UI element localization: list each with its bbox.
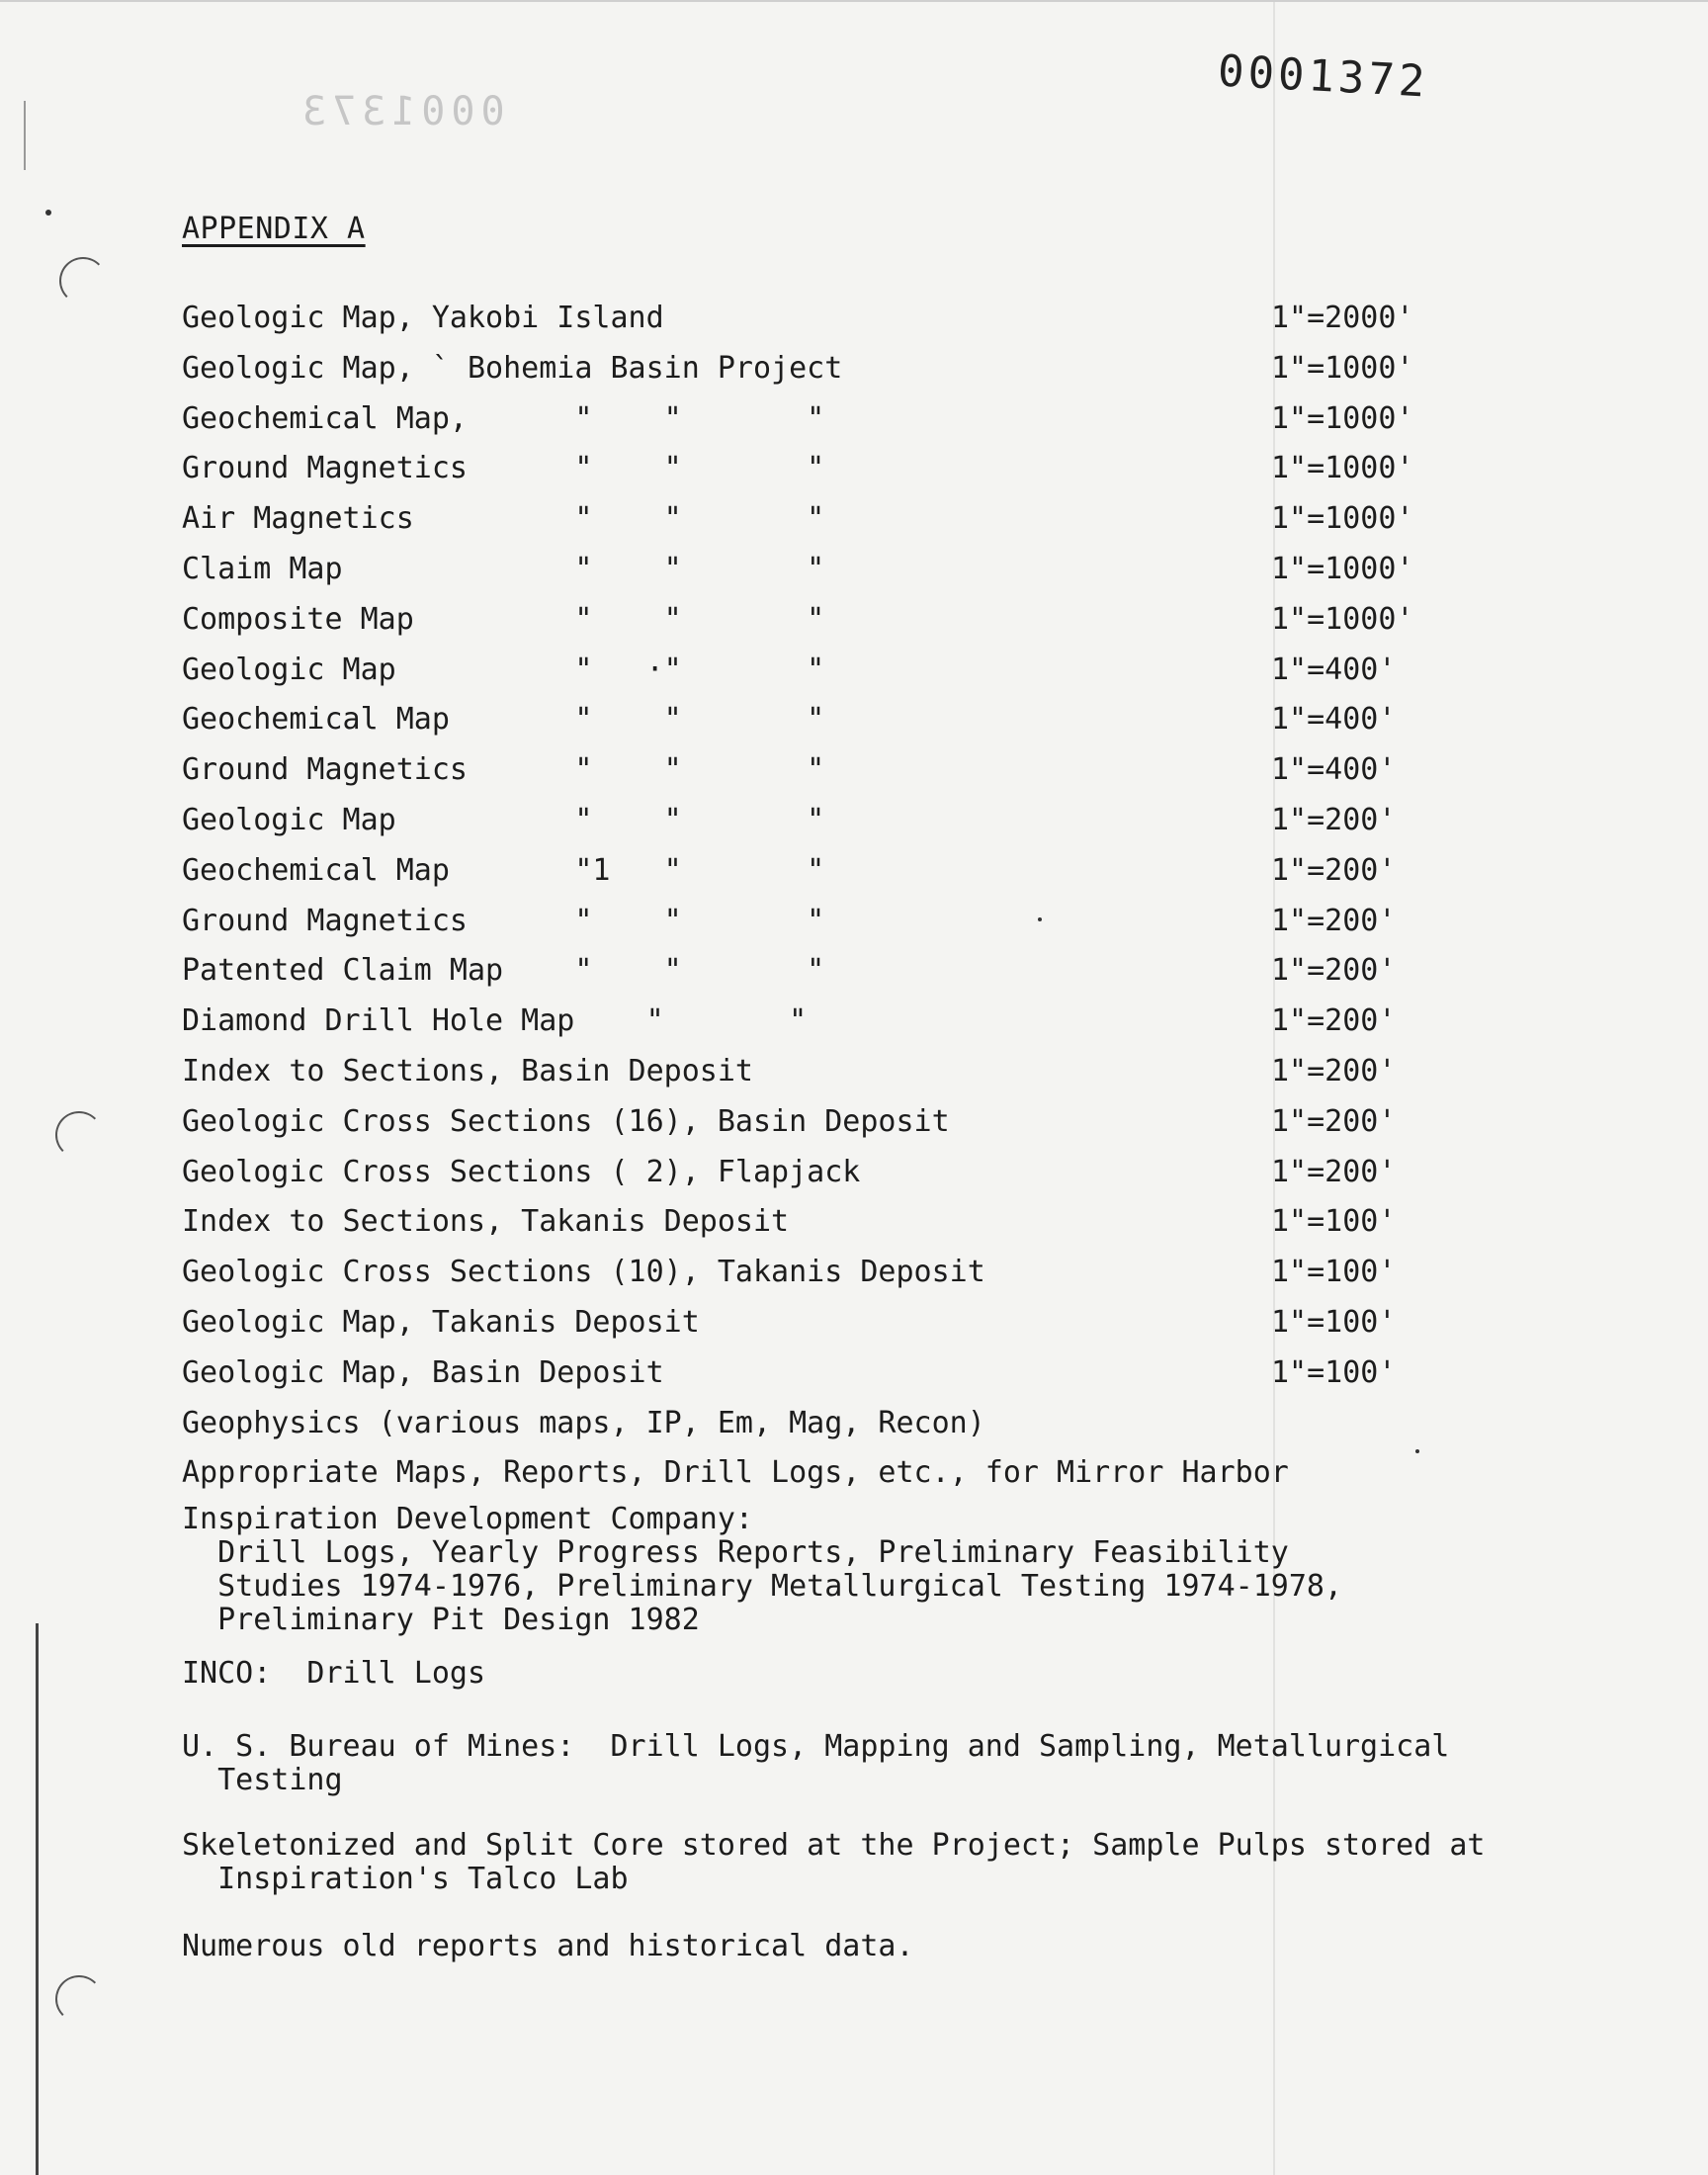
core-storage-paragraph: Skeletonized and Split Core stored at the Project; Sample Pulps stored at Inspiration's Talco Lab bbox=[182, 1828, 1486, 1896]
item-scale: 1"=100' bbox=[1271, 1354, 1397, 1390]
item-scale: 1"=200' bbox=[1271, 953, 1397, 989]
item-scale: 1"=200' bbox=[1271, 852, 1397, 888]
list-item bbox=[182, 1301, 1467, 1351]
item-title: Geologic Map " ·" " bbox=[182, 652, 825, 687]
item-scale: 1"=200' bbox=[1271, 802, 1397, 837]
list-item bbox=[182, 1100, 1467, 1151]
item-title: Claim Map " " " bbox=[182, 551, 825, 586]
document-number-stamp: 0001372 bbox=[1216, 45, 1430, 108]
item-title: Appropriate Maps, Reports, Drill Logs, etc., for Mirror Harbor bbox=[182, 1455, 1289, 1491]
item-scale: 1"=200' bbox=[1271, 1154, 1397, 1189]
item-scale: 1"=1000' bbox=[1271, 350, 1414, 386]
item-title: Air Magnetics " " " bbox=[182, 501, 825, 537]
list-item bbox=[182, 1200, 1467, 1251]
list-item bbox=[182, 598, 1467, 649]
usbm-paragraph: U. S. Bureau of Mines: Drill Logs, Mapping and Sampling, Metallurgical Testing bbox=[182, 1729, 1450, 1797]
item-title: Ground Magnetics " " " bbox=[182, 752, 825, 788]
list-item bbox=[182, 649, 1467, 699]
appendix-heading: APPENDIX A bbox=[182, 212, 366, 246]
item-scale: 1"=1000' bbox=[1271, 451, 1414, 486]
item-title: Composite Map " " " bbox=[182, 601, 825, 637]
item-title: Ground Magnetics " " " bbox=[182, 903, 825, 938]
item-title: Geologic Map " " " bbox=[182, 802, 825, 837]
item-title: Geochemical Map " " " bbox=[182, 702, 825, 738]
item-title: Diamond Drill Hole Map " " bbox=[182, 1003, 808, 1039]
item-title: Geologic Cross Sections ( 2), Flapjack bbox=[182, 1154, 861, 1189]
inspiration-paragraph: Inspiration Development Company: Drill Logs, Yearly Progress Reports, Preliminary Feasibility Studies 1974-1976, Preliminary Metallurgical Testing 1974-1978, Preliminary Pit Design 1982 bbox=[182, 1502, 1342, 1637]
list-item bbox=[182, 497, 1467, 548]
list-item bbox=[182, 1151, 1467, 1201]
speck bbox=[45, 210, 51, 216]
list-item bbox=[182, 748, 1467, 799]
historical-data-paragraph: Numerous old reports and historical data. bbox=[182, 1929, 914, 1963]
item-scale: 1"=100' bbox=[1271, 1204, 1397, 1240]
item-scale: 1"=400' bbox=[1271, 702, 1397, 738]
list-item bbox=[182, 397, 1467, 448]
punch-hole-mark bbox=[55, 1975, 103, 2023]
list-item bbox=[182, 849, 1467, 900]
item-title: Geologic Map, ` Bohemia Basin Project bbox=[182, 350, 843, 386]
list-item bbox=[182, 447, 1467, 497]
item-scale: 1"=200' bbox=[1271, 1053, 1397, 1088]
item-scale: 1"=1000' bbox=[1271, 551, 1414, 586]
list-item bbox=[182, 799, 1467, 849]
punch-hole-mark bbox=[55, 1111, 103, 1159]
list-item bbox=[182, 949, 1467, 1000]
list-item bbox=[182, 1000, 1467, 1050]
item-title: Geologic Map, Yakobi Island bbox=[182, 301, 664, 335]
item-title: Geologic Cross Sections (10), Takanis Deposit bbox=[182, 1255, 985, 1290]
item-scale: 1"=100' bbox=[1271, 1304, 1397, 1340]
paper-edge-mark bbox=[24, 101, 26, 170]
list-item bbox=[182, 1050, 1467, 1100]
item-title: Geophysics (various maps, IP, Em, Mag, Recon) bbox=[182, 1405, 985, 1440]
list-item bbox=[182, 900, 1467, 950]
list-item bbox=[182, 347, 1467, 397]
item-scale: 1"=100' bbox=[1271, 1255, 1397, 1290]
item-title: Index to Sections, Basin Deposit bbox=[182, 1053, 753, 1088]
item-title: Patented Claim Map " " " bbox=[182, 953, 825, 989]
item-title: Index to Sections, Takanis Deposit bbox=[182, 1204, 790, 1240]
item-title: Ground Magnetics " " " bbox=[182, 451, 825, 486]
list-item bbox=[182, 698, 1467, 748]
item-title: Geochemical Map "1 " " bbox=[182, 852, 825, 888]
item-scale: 1"=1000' bbox=[1271, 400, 1414, 436]
map-index-list bbox=[182, 297, 1467, 1502]
list-item bbox=[182, 1251, 1467, 1301]
punch-hole-mark bbox=[59, 257, 107, 304]
item-title: Geologic Map, Takanis Deposit bbox=[182, 1304, 700, 1340]
item-scale: 1"=400' bbox=[1271, 652, 1397, 687]
item-scale: 1"=200' bbox=[1271, 903, 1397, 938]
item-scale: 1"=1000' bbox=[1271, 501, 1414, 537]
faint-bleed-through-number: 0001373 bbox=[297, 89, 505, 134]
list-item bbox=[182, 1402, 1467, 1452]
item-scale: 1"=1000' bbox=[1271, 601, 1414, 637]
inco-paragraph: INCO: Drill Logs bbox=[182, 1656, 486, 1691]
list-item bbox=[182, 1451, 1467, 1502]
item-title: Geochemical Map, " " " bbox=[182, 400, 825, 436]
list-item bbox=[182, 1351, 1467, 1402]
list-item bbox=[182, 548, 1467, 598]
item-scale: 1"=400' bbox=[1271, 752, 1397, 788]
item-scale: 1"=200' bbox=[1271, 1003, 1397, 1039]
item-scale: 1"=200' bbox=[1271, 1103, 1397, 1139]
list-item bbox=[182, 297, 1467, 347]
item-title: Geologic Map, Basin Deposit bbox=[182, 1354, 664, 1390]
item-scale: 1"=2000' bbox=[1271, 301, 1414, 335]
paper-left-edge bbox=[36, 1623, 39, 2175]
item-title: Geologic Cross Sections (16), Basin Deposit bbox=[182, 1103, 950, 1139]
